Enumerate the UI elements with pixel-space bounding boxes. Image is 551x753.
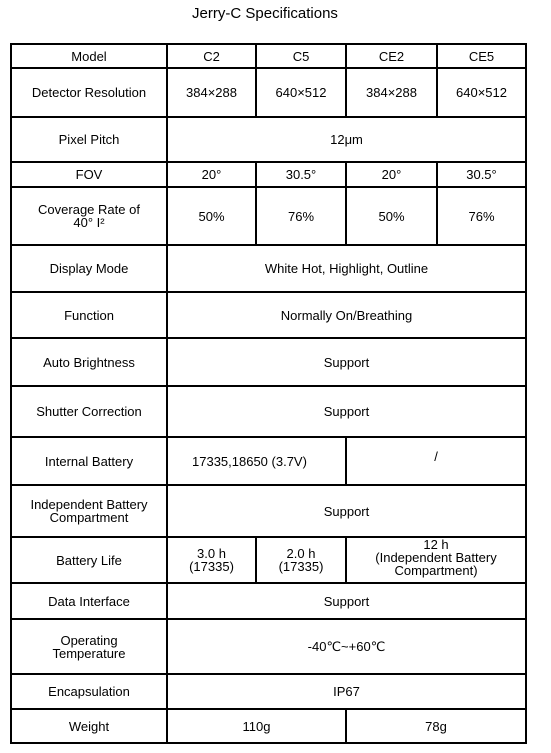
function-value: Normally On/Breathing <box>167 292 526 338</box>
table-row-encapsulation <box>11 674 526 709</box>
table-row-detector-resolution <box>11 68 526 117</box>
row-label-pixel-pitch: Pixel Pitch <box>11 117 167 162</box>
model-ce2: CE2 <box>346 44 437 68</box>
spec-table <box>10 43 527 744</box>
model-c5: C5 <box>256 44 346 68</box>
encapsulation-value: IP67 <box>167 674 526 709</box>
auto-brightness-value: Support <box>167 338 526 386</box>
table-row-battery-life <box>11 537 526 583</box>
coverage-rate-c2: 50% <box>167 187 256 245</box>
table-row-function <box>11 292 526 338</box>
model-c2: C2 <box>167 44 256 68</box>
coverage-rate-ce5: 76% <box>437 187 526 245</box>
row-label-auto-brightness: Auto Brightness <box>11 338 167 386</box>
battery-life-ce-cell <box>346 537 526 583</box>
row-label-battery-life: Battery Life <box>11 537 167 583</box>
row-label-function: Function <box>11 292 167 338</box>
table-row-fov <box>11 162 526 187</box>
detector-resolution-ce5: 640×512 <box>437 68 526 117</box>
data-interface-value: Support <box>167 583 526 619</box>
weight-c-value: 110g <box>167 709 346 743</box>
pixel-pitch-value: 12μm <box>167 117 526 162</box>
internal-battery-ce-cell <box>346 437 526 485</box>
row-label-coverage-rate: Coverage Rate of 40° I² <box>11 187 167 245</box>
table-row-operating-temperature <box>11 619 526 674</box>
row-label-weight: Weight <box>11 709 167 743</box>
table-row-coverage-rate <box>11 187 526 245</box>
detector-resolution-c2: 384×288 <box>167 68 256 117</box>
shutter-correction-value: Support <box>167 386 526 437</box>
fov-ce5: 30.5° <box>437 162 526 187</box>
battery-life-c5: 2.0 h (17335) <box>256 537 346 583</box>
row-label-shutter-correction: Shutter Correction <box>11 386 167 437</box>
internal-battery-ce-value: / <box>434 448 438 464</box>
detector-resolution-c5: 640×512 <box>256 68 346 117</box>
fov-c5: 30.5° <box>256 162 346 187</box>
battery-life-ce: 12 h (Independent Battery Compartment) <box>375 537 497 578</box>
coverage-rate-ce2: 50% <box>346 187 437 245</box>
row-label-encapsulation: Encapsulation <box>11 674 167 709</box>
row-label-detector-resolution: Detector Resolution <box>11 68 167 117</box>
coverage-rate-c5: 76% <box>256 187 346 245</box>
operating-temperature-value: -40℃~+60℃ <box>167 619 526 674</box>
internal-battery-c-value: 17335,18650 (3.7V) <box>167 437 346 485</box>
table-row-auto-brightness <box>11 338 526 386</box>
table-row-display-mode <box>11 245 526 292</box>
table-row-internal-battery <box>11 437 526 485</box>
row-label-operating-temperature: Operating Temperature <box>11 619 167 674</box>
row-label-display-mode: Display Mode <box>11 245 167 292</box>
detector-resolution-ce2: 384×288 <box>346 68 437 117</box>
table-row-pixel-pitch <box>11 117 526 162</box>
row-label-fov: FOV <box>11 162 167 187</box>
model-ce5: CE5 <box>437 44 526 68</box>
row-label-model: Model <box>11 44 167 68</box>
row-label-data-interface: Data Interface <box>11 583 167 619</box>
weight-ce-value: 78g <box>346 709 526 743</box>
page-title: Jerry-C Specifications <box>192 5 338 22</box>
independent-battery-value: Support <box>167 485 526 537</box>
display-mode-value: White Hot, Highlight, Outline <box>167 245 526 292</box>
table-row-model <box>11 44 526 68</box>
row-label-internal-battery: Internal Battery <box>11 437 167 485</box>
table-row-independent-battery <box>11 485 526 537</box>
row-label-independent-battery: Independent Battery Compartment <box>11 485 167 537</box>
table-row-weight <box>11 709 526 743</box>
table-row-shutter-correction <box>11 386 526 437</box>
fov-ce2: 20° <box>346 162 437 187</box>
fov-c2: 20° <box>167 162 256 187</box>
table-row-data-interface <box>11 583 526 619</box>
battery-life-c2: 3.0 h (17335) <box>167 537 256 583</box>
